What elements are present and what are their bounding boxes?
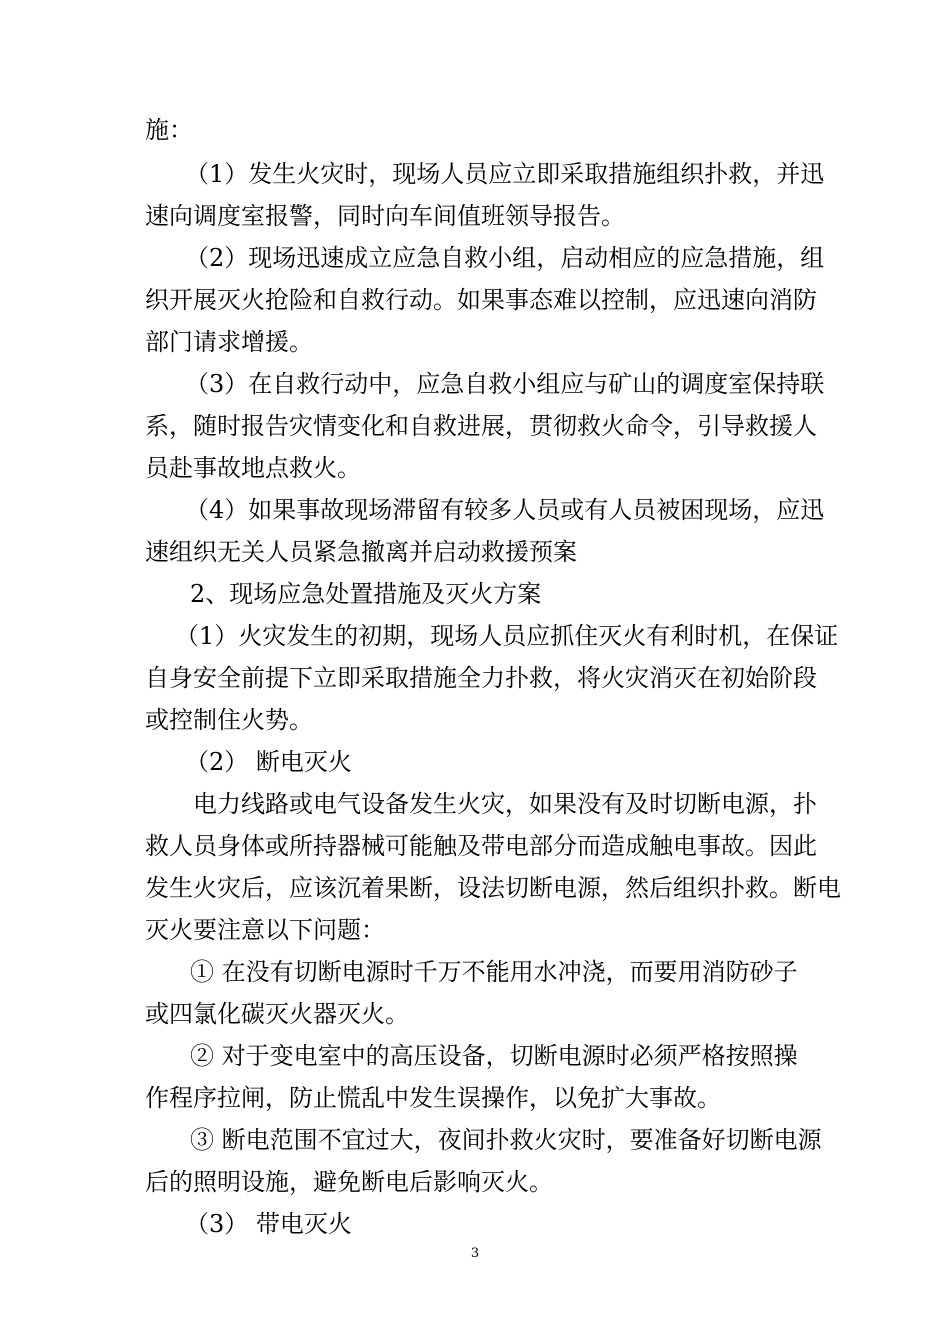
text-line: 系，随时报告灾情变化和自救进展，贯彻救火命令，引导救援人 [145,412,817,440]
text-line: ① 在没有切断电源时千万不能用水冲浇，而要用消防砂子 [190,958,798,986]
text-line: 救人员身体或所持器械可能触及带电部分而造成触电事故。因此 [145,832,817,860]
text-line: （4）如果事故现场滞留有较多人员或有人员被困现场，应迅 [185,496,825,524]
subheading: （2） 断电灭火 [185,748,352,776]
subheading: （3） 带电灭火 [185,1210,352,1238]
text-line: 自身安全前提下立即采取措施全力扑救，将火灾消灭在初始阶段 [145,664,817,692]
text-line: ② 对于变电室中的高压设备，切断电源时必须严格按照操 [190,1042,798,1070]
text-line: 速组织无关人员紧急撤离并启动救援预案 [145,538,577,566]
text-line: 灭火要注意以下问题： [145,916,385,944]
text-line: 部门请求增援。 [145,328,313,356]
text-line: 发生火灾后，应该沉着果断，设法切断电源，然后组织扑救。断电 [145,874,841,902]
text-line: （1）火灾发生的初期，现场人员应抓住灭火有利时机，在保证 [175,622,839,650]
text-line: 施： [145,116,193,144]
text-line: 员赴事故地点救火。 [145,454,361,482]
text-line: 电力线路或电气设备发生火灾，如果没有及时切断电源，扑 [193,790,817,818]
text-line: （1）发生火灾时，现场人员应立即采取措施组织扑救，并迅 [185,160,825,188]
page-number: 3 [470,1246,480,1261]
text-line: 或控制住火势。 [145,706,313,734]
text-line: （3）在自救行动中，应急自救小组应与矿山的调度室保持联 [185,370,825,398]
text-line: （2）现场迅速成立应急自救小组，启动相应的应急措施，组 [185,244,825,272]
text-line: 织开展灭火抢险和自救行动。如果事态难以控制，应迅速向消防 [145,286,817,314]
text-line: 作程序拉闸，防止慌乱中发生误操作，以免扩大事故。 [145,1084,721,1112]
section-heading: 2、现场应急处置措施及灭火方案 [190,580,542,608]
text-line: 速向调度室报警，同时向车间值班领导报告。 [145,202,625,230]
text-line: 后的照明设施，避免断电后影响灭火。 [145,1168,553,1196]
text-line: ③ 断电范围不宜过大，夜间扑救火灾时，要准备好切断电源 [190,1126,822,1154]
text-line: 或四氯化碳灭火器灭火。 [145,1000,409,1028]
